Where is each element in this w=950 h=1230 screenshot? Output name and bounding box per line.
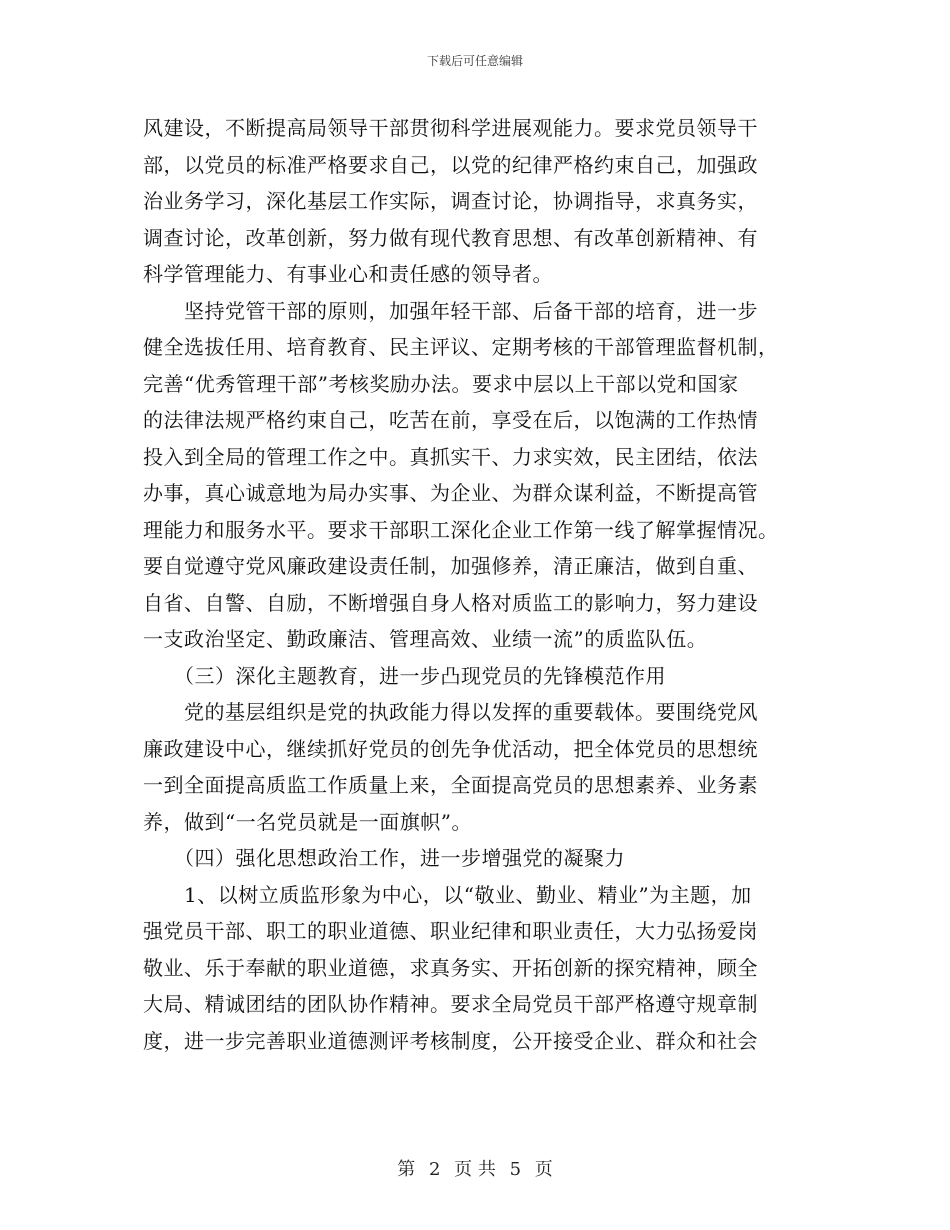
text-line: 办事，真心诚意地为局办实事、为企业、为群众谋利益，不断提高管: [143, 481, 758, 505]
text-line: 廉政建设中心，继续抓好党员的创先争优活动，把全体党员的思想统: [143, 736, 758, 761]
text-line: 科学管理能力、有事业心和责任感的领导者。: [143, 262, 553, 286]
page-footer: [0, 1155, 950, 1181]
text-line: 治业务学习，深化基层工作实际，调查讨论，协调指导，求真务实，: [143, 189, 758, 213]
text-line: 要自觉遵守党风廉政建设责任制，加强修养，清正廉洁，做到自重、: [143, 554, 758, 578]
document-body: [143, 110, 808, 1059]
footer-suffix: 页: [534, 1159, 553, 1180]
text-line: 敬业、乐于奉献的职业道德，求真务实、开拓创新的探究精神，顾全: [143, 955, 758, 980]
text-line: 一支政治坚定、勤政廉洁、管理高效、业绩一流”的质监队伍。: [143, 627, 708, 651]
current-page-number: 2: [428, 1159, 441, 1180]
text-line: 自省、自警、自励，不断增强自身人格对质监工的影响力，努力建设: [143, 590, 758, 615]
text-line: 投入到全局的管理工作之中。真抓实干、力求实效，民主团结，依法: [143, 444, 758, 469]
text-line: 完善“优秀管理干部”考核奖励办法。要求中层以上干部以党和国家: [143, 371, 739, 396]
text-line: 养，做到“一名党员就是一面旗帜”。: [143, 809, 472, 834]
total-page-count: 5: [509, 1159, 522, 1180]
footer-prefix: 第: [397, 1159, 416, 1180]
text-line: 健全选拔任用、培育教育、民主评议、定期考核的干部管理监督机制，: [143, 335, 779, 359]
section-heading: （三）深化主题教育，进一步凸现党员的先锋模范作用: [143, 663, 666, 688]
footer-middle: 页 共: [454, 1159, 496, 1180]
text-line: 坚持党管干部的原则，加强年轻干部、后备干部的培育，进一步: [143, 298, 758, 323]
text-line: 部，以党员的标准严格要求自己，以党的纪律严格约束自己，加强政: [143, 152, 758, 177]
text-line: 度，进一步完善职业道德测评考核制度，公开接受企业、群众和社会: [143, 1028, 758, 1053]
section-heading: （四）强化思想政治工作，进一步增强党的凝聚力: [143, 846, 625, 870]
text-line: 的法律法规严格约束自己，吃苦在前，享受在后，以饱满的工作热情: [143, 408, 758, 432]
text-line: 一到全面提高质监工作质量上来，全面提高党员的思想素养、业务素: [143, 773, 758, 797]
text-line: 理能力和服务水平。要求干部职工深化企业工作第一线了解掌握情况。: [143, 517, 779, 542]
page-header: 下载后可任意编辑: [426, 54, 523, 68]
text-line: 1、以树立质监形象为中心，以“敬业、勤业、精业”为主题，加: [143, 882, 752, 907]
text-line: 大局、精诚团结的团队协作精神。要求全局党员干部严格遵守规章制: [143, 992, 758, 1016]
text-line: 强党员干部、职工的职业道德、职业纪律和职业责任，大力弘扬爱岗: [143, 919, 758, 943]
text-line: 调查讨论，改革创新，努力做有现代教育思想、有改革创新精神、有: [143, 225, 758, 250]
text-line: 风建设，不断提高局领导干部贯彻科学进展观能力。要求党员领导干: [143, 116, 758, 140]
text-line: 党的基层组织是党的执政能力得以发挥的重要载体。要围绕党风: [143, 700, 758, 724]
